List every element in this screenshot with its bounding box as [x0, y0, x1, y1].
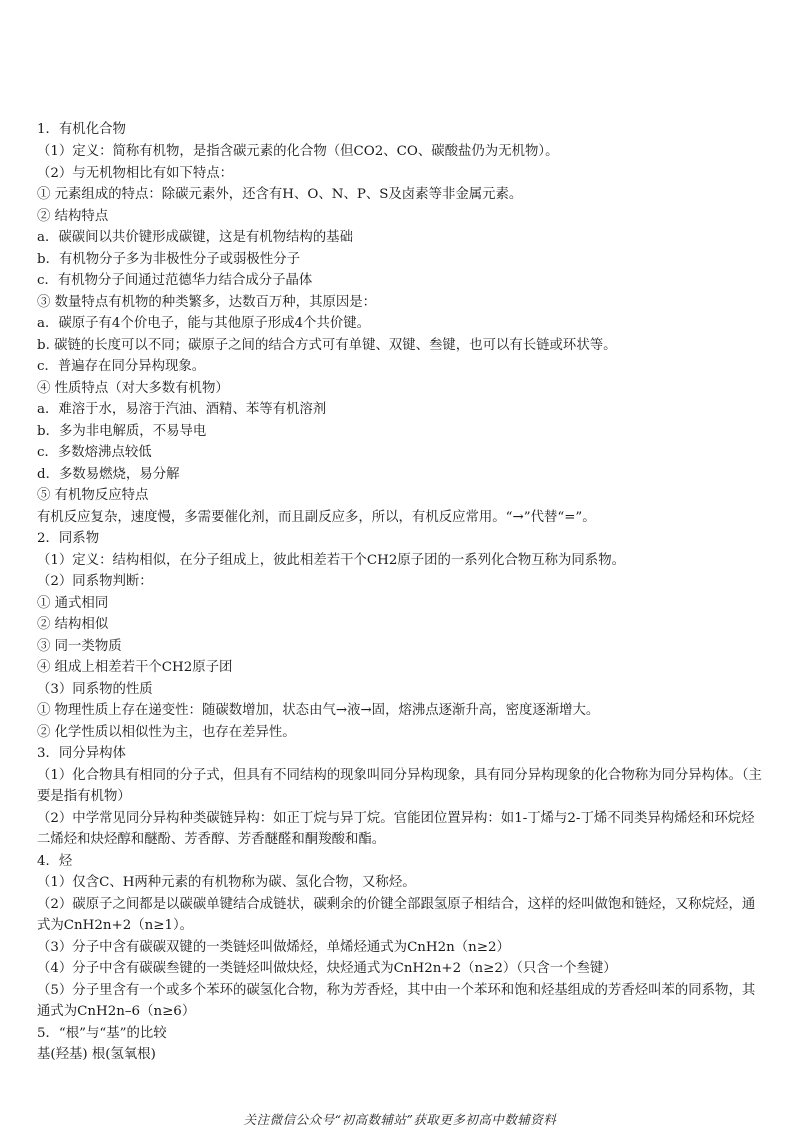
text-line: ③ 同一类物质 — [37, 639, 122, 654]
text-line: （1）仅含C、H两种元素的有机物称为碳、氢化合物，又称烃。 — [37, 875, 416, 890]
heading-hydrocarbons: 4．烃 — [37, 854, 73, 869]
text-line: ④ 组成上相差若干个CH2原子团 — [37, 660, 233, 675]
text-line: （3）分子中含有碳碳双键的一类链烃叫做烯烃，单烯烃通式为CnH2n（n≥2） — [37, 940, 510, 955]
text-line: ① 元素组成的特点：除碳元素外，还含有H、O、N、P、S及卤素等非金属元素。 — [37, 187, 523, 202]
text-line: ⑤ 有机物反应特点 — [37, 488, 149, 503]
text-line: （3）同系物的性质 — [37, 682, 153, 697]
text-line: b. 碳链的长度可以不同；碳原子之间的结合方式可有单键、双键、叁键，也可以有长链或环状等。 — [37, 338, 617, 353]
text-line: d．多数易燃烧，易分解 — [37, 467, 180, 482]
text-line: 有机反应复杂，速度慢，多需要催化剂，而且副反应多，所以，有机反应常用。“→”代替“=”。 — [37, 510, 596, 525]
text-paragraph: （2）碳原子之间都是以碳碳单键结合成链状，碳剩余的价键全部跟氢原子相结合，这样的烃叫做饱和链烃，又称烷烃，通式为CnH2n+2（n≥1）。 — [37, 897, 756, 933]
text-line: ① 通式相同 — [37, 596, 109, 611]
text-line: （2）同系物判断： — [37, 574, 153, 589]
text-line: a．难溶于水，易溶于汽油、酒精、苯等有机溶剂 — [37, 402, 327, 417]
text-line: b．有机物分子多为非极性分子或弱极性分子 — [37, 252, 300, 267]
text-line: ③ 数量特点有机物的种类繁多，达数百万种，其原因是： — [37, 295, 377, 310]
heading-homologues: 2．同系物 — [37, 531, 100, 546]
text-paragraph: （1）化合物具有相同的分子式，但具有不同结构的现象叫同分异构现象，具有同分异构现象的化合物称为同分异构体。（主要是指有机物） — [37, 768, 762, 804]
text-line: ② 结构特点 — [37, 209, 109, 224]
footer-note: 关注微信公众号“初高数辅站”获取更多初高中数辅资料 — [243, 1112, 557, 1127]
text-line: c．有机物分子间通过范德华力结合成分子晶体 — [37, 273, 313, 288]
heading-root-vs-group: 5．“根”与“基”的比较 — [37, 1026, 167, 1041]
text-line: c．普遍存在同分异构现象。 — [37, 359, 206, 374]
text-line: （1）定义：简称有机物，是指含碳元素的化合物（但CO2、CO、碳酸盐仍为无机物）。 — [37, 144, 559, 159]
text-line: ② 化学性质以相似性为主，也存在差异性。 — [37, 725, 296, 740]
text-line: ① 物理性质上存在递变性：随碳数增加，状态由气→液→固，熔沸点逐渐升高，密度逐渐增大。 — [37, 703, 600, 718]
heading-isomers: 3．同分异构体 — [37, 746, 126, 761]
text-line: a．碳原子有4个价电子，能与其他原子形成4个共价键。 — [37, 316, 371, 331]
text-line: 基(羟基) 根(氢氧根) — [37, 1047, 156, 1062]
text-paragraph: （5）分子里含有一个或多个苯环的碳氢化合物，称为芳香烃，其中由一个苯环和饱和烃基组成的芳香烃叫苯的同系物，其通式为CnH2n–6（n≥6） — [37, 983, 756, 1019]
text-line: （4）分子中含有碳碳叁键的一类链烃叫做炔烃，炔烃通式为CnH2n+2（n≥2）（只含一个叁键） — [37, 961, 617, 976]
text-line: （2）与无机物相比有如下特点： — [37, 166, 233, 181]
heading-organic-compounds: 1．有机化合物 — [37, 122, 126, 137]
text-line: a．碳碳间以共价键形成碳键，这是有机物结构的基础 — [37, 230, 353, 245]
text-line: b．多为非电解质，不易导电 — [37, 424, 207, 439]
text-paragraph: （2）中学常见同分异构种类碳链异构：如正丁烷与异丁烷。官能团位置异构：如1-丁烯与2-丁烯不同类异构烯烃和环烷烃二烯烃和炔烃醇和醚酚、芳香醇、芳香醚醛和酮羧酸和酯。 — [37, 811, 755, 847]
text-line: c．多数熔沸点较低 — [37, 445, 152, 460]
text-line: （1）定义：结构相似，在分子组成上，彼此相差若干个CH2原子团的一系列化合物互称为同系物。 — [37, 553, 625, 568]
text-line: ② 结构相似 — [37, 617, 109, 632]
text-line: ④ 性质特点（对大多数有机物） — [37, 381, 229, 396]
